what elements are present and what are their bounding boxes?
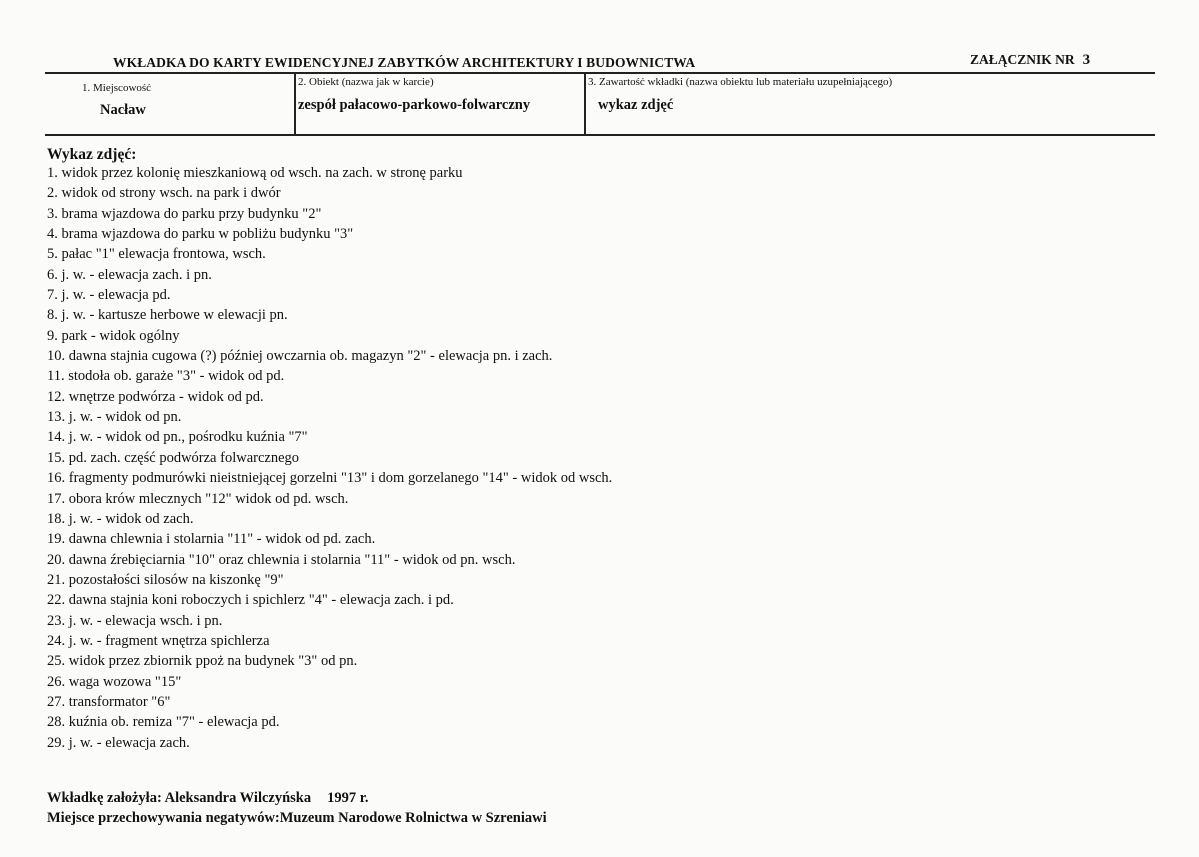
- list-item: 24. j. w. - fragment wnętrza spichlerza: [47, 632, 270, 649]
- list-item: 13. j. w. - widok od pn.: [47, 409, 182, 426]
- list-item: 20. dawna źrebięciarnia "10" oraz chlewnia i stolarnia "11" - widok od pn. wsch.: [47, 551, 516, 568]
- field-divider-2: [584, 73, 586, 135]
- locality-value: Nacław: [100, 102, 146, 118]
- list-item: 2. widok od strony wsch. na park i dwór: [47, 185, 281, 202]
- list-item: 19. dawna chlewnia i stolarnia "11" - widok od pd. zach.: [47, 531, 376, 548]
- content-label: 3. Zawartość wkładki (nazwa obiektu lub materiału uzupełniającego): [588, 76, 893, 88]
- author-text: Wkładkę założyła: Aleksandra Wilczyńska: [47, 790, 312, 806]
- annex-number: 3: [1082, 52, 1091, 68]
- photo-list-heading: Wykaz zdjęć:: [47, 146, 137, 163]
- list-item: 27. transformator "6": [47, 693, 171, 710]
- list-item: 15. pd. zach. część podwórza folwarcznego: [47, 449, 300, 466]
- list-item: 3. brama wjazdowa do parku przy budynku "2": [47, 205, 322, 222]
- list-item: 28. kuźnia ob. remiza "7" - elewacja pd.: [47, 714, 280, 731]
- object-value: zespół pałacowo-parkowo-folwarczny: [298, 97, 531, 113]
- list-item: 18. j. w. - widok od zach.: [47, 510, 194, 527]
- document-title: WKŁADKA DO KARTY EWIDENCYJNEJ ZABYTKÓW ARCHITEKTURY I BUDOWNICTWA: [113, 55, 696, 70]
- field-divider-1: [294, 73, 296, 135]
- list-item: 29. j. w. - elewacja zach.: [47, 734, 190, 751]
- list-item: 22. dawna stajnia koni roboczych i spichlerz "4" - elewacja zach. i pd.: [47, 592, 454, 609]
- list-item: 11. stodoła ob. garaże "3" - widok od pd.: [47, 368, 285, 385]
- list-item: 26. waga wozowa "15": [47, 673, 182, 690]
- list-item: 7. j. w. - elewacja pd.: [47, 287, 171, 304]
- list-item: 5. pałac "1" elewacja frontowa, wsch.: [47, 246, 266, 263]
- list-item: 8. j. w. - kartusze herbowe w elewacji pn.: [47, 307, 288, 324]
- list-item: 1. widok przez kolonię mieszkaniową od wsch. na zach. w stronę parku: [47, 165, 463, 181]
- list-item: 23. j. w. - elewacja wsch. i pn.: [47, 612, 223, 629]
- author-line: [47, 790, 368, 807]
- list-item: 14. j. w. - widok od pn., pośrodku kuźnia "7": [47, 429, 308, 446]
- list-item: 9. park - widok ogólny: [47, 327, 180, 344]
- annex-label-text: ZAŁĄCZNIK NR: [970, 52, 1075, 67]
- list-item: 6. j. w. - elewacja zach. i pn.: [47, 266, 212, 283]
- list-item: 21. pozostałości silosów na kiszonkę "9": [47, 571, 284, 588]
- locality-label: 1. Miejscowość: [82, 82, 152, 94]
- header-top-rule: [45, 72, 1155, 74]
- list-item: 10. dawna stajnia cugowa (?) później owczarnia ob. magazyn "2" - elewacja pn. i zach.: [47, 348, 553, 365]
- object-label: 2. Obiekt (nazwa jak w karcie): [298, 76, 434, 88]
- list-item: 16. fragmenty podmurówki nieistniejącej gorzelni "13" i dom gorzelanego "14" - widok od wsch.: [47, 470, 613, 487]
- photo-list: [47, 163, 612, 753]
- content-value: wykaz zdjęć: [598, 97, 674, 113]
- list-item: 25. widok przez zbiornik ppoż na budynek "3" od pn.: [47, 653, 358, 670]
- list-item: 12. wnętrze podwórza - widok od pd.: [47, 388, 264, 405]
- annex-label: [970, 52, 1090, 69]
- list-item: 17. obora krów mlecznych "12" widok od pd. wsch.: [47, 490, 349, 507]
- list-item: 4. brama wjazdowa do parku w pobliżu budynku "3": [47, 226, 354, 243]
- storage-line: Miejsce przechowywania negatywów:Muzeum Narodowe Rolnictwa w Szreniawi: [47, 810, 547, 826]
- header-bottom-rule: [45, 134, 1155, 136]
- year-text: 1997 r.: [327, 790, 369, 806]
